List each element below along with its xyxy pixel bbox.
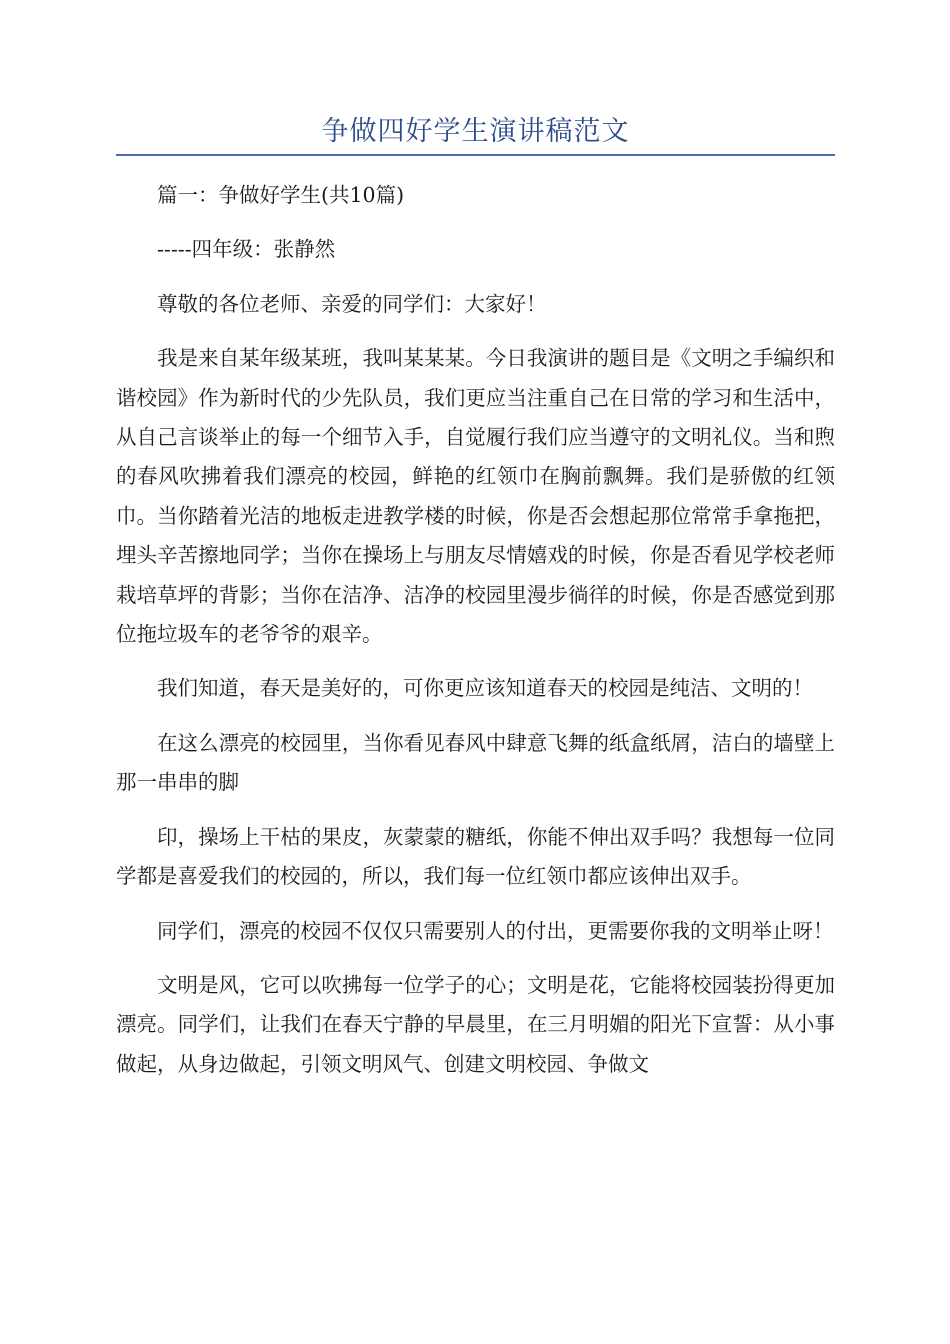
paragraph-campus: 在这么漂亮的校园里，当你看见春风中肆意飞舞的纸盒纸屑，洁白的墙壁上那一串串的脚 <box>116 730 835 795</box>
paragraph-greeting: 尊敬的各位老师、亲爱的同学们：大家好！ <box>157 291 547 316</box>
paragraph-hands: 印，操场上干枯的果皮，灰蒙蒙的糖纸，你能不伸出双手吗？我想每一位同学都是喜爱我们的校园的，所以，我们每一位红领巾都应该伸出双手。 <box>116 824 835 889</box>
document-title: 争做四好学生演讲稿范文 <box>321 116 630 147</box>
title-underline <box>116 154 835 156</box>
paragraph-classmates: 同学们，漂亮的校园不仅仅只需要别人的付出，更需要你我的文明举止呀！ <box>157 918 834 943</box>
paragraph-introduction: 我是来自某年级某班，我叫某某某。今日我演讲的题目是《文明之手编织和谐校园》作为新时代的少先队员，我们更应当注重自己在日常的学习和生活中，从自己言谈举止的每一个细节入手，自觉履行我们应当遵守的文明礼仪。当和煦的春风吹拂着我们漂亮的校园，鲜艳的红领巾在胸前飘舞。我们是骄傲的红领巾。当你踏着光洁的地板走进教学楼的时候，你是否会想起那位常常手拿拖把，埋头辛苦擦地同学；当你在操场上与朋友尽情嬉戏的时候，你是否看见学校老师栽培草坪的背影；当你在洁净、洁净的校园里漫步徜徉的时候，你是否感觉到那位拖垃圾车的老爷爷的艰辛。 <box>116 346 835 647</box>
paragraph-spring: 我们知道，春天是美好的，可你更应该知道春天的校园是纯洁、文明的！ <box>157 676 813 701</box>
paragraph-civility: 文明是风，它可以吹拂每一位学子的心；文明是花，它能将校园装扮得更加漂亮。同学们，让我们在春天宁静的早晨里，在三月明媚的阳光下宣誓：从小事做起，从身边做起，引领文明风气、创建文明校园、争做文 <box>116 972 835 1076</box>
paragraph-section-heading: 篇一：争做好学生(共10篇) <box>157 183 405 207</box>
paragraph-author: -----四年级：张静然 <box>157 237 336 262</box>
document-body <box>116 176 835 1099</box>
